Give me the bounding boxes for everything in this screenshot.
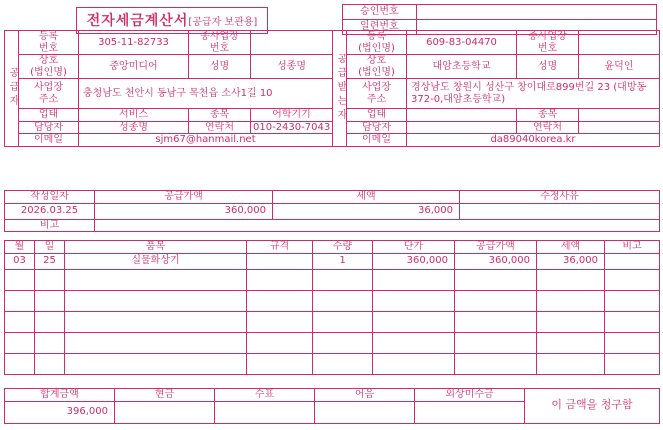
buyer-company-label: 상호 (법인명) [347,55,407,79]
supplier-bizplace-label: 종사업장 번호 [189,31,251,55]
supplier-manager-value[interactable]: 성종명 [79,121,189,134]
item-name[interactable] [65,290,247,311]
write-date-value[interactable]: 2026.03.25 [5,203,95,219]
item-tax-amount[interactable]: 36,000 [537,253,605,269]
item-note[interactable] [605,290,660,311]
buyer-ceo-label: 성명 [517,55,579,79]
item-tax-amount[interactable] [537,269,605,290]
item-supply-amount[interactable] [455,353,537,374]
item-unit-price[interactable]: 360,000 [373,253,455,269]
col-unit-price: 단가 [373,241,455,254]
table-row [5,79,660,109]
col-month: 월 [5,241,35,254]
buyer-address-label: 사업장 주소 [347,79,407,109]
table-row [5,219,660,232]
item-name[interactable] [65,311,247,332]
supply-amount-value[interactable]: 360,000 [95,203,273,219]
buyer-address-value[interactable]: 경상남도 창원시 성산구 창이대로899번길 23 (대방동 372-0,대암초등학교) [407,79,660,109]
totals-section [4,190,659,232]
note-bill-value[interactable] [315,401,415,423]
supplier-regno-label: 등록 번호 [19,31,79,55]
item-qty[interactable] [313,311,373,332]
table-row[interactable] [5,253,660,269]
line-items-table [4,240,660,375]
approval-no-value[interactable] [416,5,656,20]
item-supply-amount[interactable] [455,290,537,311]
item-day[interactable]: 25 [35,253,65,269]
table-row[interactable] [5,269,660,290]
table-row[interactable] [5,332,660,353]
footer-section [4,388,659,424]
check-label: 수표 [215,389,315,402]
amend-reason-value[interactable] [460,203,660,219]
tax-amount-value[interactable]: 36,000 [273,203,460,219]
note-bill-label: 어음 [315,389,415,402]
table-row [5,31,660,55]
item-note[interactable] [605,269,660,290]
table-row [5,121,660,134]
buyer-company-value[interactable]: 대암초등학교 [407,55,517,79]
line-items-section [4,240,659,375]
supplier-biztype-label: 업태 [19,109,79,122]
supplier-phone-value[interactable]: 010-2430-7043 [251,121,333,134]
tax-amount-label: 세액 [273,191,460,204]
cash-value[interactable] [115,401,215,423]
buyer-email-label: 이메일 [347,134,407,147]
buyer-ceo-value[interactable]: 윤덕인 [579,55,660,79]
supplier-phone-label: 연락처 [189,121,251,134]
supplier-item-value[interactable]: 어학기기 [251,109,333,122]
table-row [343,5,657,20]
write-date-label: 작성일자 [5,191,95,204]
item-note[interactable] [605,353,660,374]
item-unit-price[interactable] [373,353,455,374]
item-qty[interactable] [313,290,373,311]
parties-table [4,30,660,147]
item-unit-price[interactable] [373,290,455,311]
item-tax-amount[interactable] [537,332,605,353]
check-value[interactable] [215,401,315,423]
item-name[interactable] [65,353,247,374]
cash-label: 현금 [115,389,215,402]
approval-no-label: 승인번호 [343,5,417,20]
col-supply-amount: 공급가액 [455,241,537,254]
buyer-phone-value[interactable] [579,121,660,134]
buyer-item-label: 종목 [517,109,579,122]
supply-amount-label: 공급가액 [95,191,273,204]
item-spec[interactable] [247,353,313,374]
item-unit-price[interactable] [373,332,455,353]
table-row[interactable] [5,290,660,311]
buyer-bizplace-label: 종사업장 번호 [517,31,579,55]
col-note: 비고 [605,241,660,254]
item-spec[interactable] [247,290,313,311]
col-item-name: 품목 [65,241,247,254]
item-name[interactable] [65,332,247,353]
col-qty: 수량 [313,241,373,254]
buyer-side-label: 공급받는자 [333,31,347,147]
supplier-address-value[interactable]: 충청남도 천안시 동남구 목천읍 소사1길 10 [79,79,333,109]
supplier-manager-label: 담당자 [19,121,79,134]
buyer-biztype-value[interactable] [407,109,517,122]
item-spec[interactable] [247,253,313,269]
supplier-ceo-label: 성명 [189,55,251,79]
note-value[interactable] [95,219,660,232]
item-qty[interactable] [313,332,373,353]
supplier-company-value[interactable]: 중앙미디어 [79,55,189,79]
supplier-ceo-value[interactable]: 성종명 [251,55,333,79]
item-day[interactable] [35,332,65,353]
item-note[interactable] [605,332,660,353]
receivable-label: 외상미수금 [415,389,525,402]
buyer-regno-value[interactable]: 609-83-04470 [407,31,517,55]
supplier-side-label: 공급자 [5,31,19,147]
item-supply-amount[interactable] [455,332,537,353]
buyer-regno-label: 등록 (법인명) [347,31,407,55]
supplier-address-label: 사업장 주소 [19,79,79,109]
item-name[interactable] [65,269,247,290]
item-day[interactable] [35,353,65,374]
item-month[interactable]: 03 [5,253,35,269]
item-spec[interactable] [247,332,313,353]
buyer-item-value[interactable] [579,109,660,122]
table-row [5,203,660,219]
buyer-bizplace-value[interactable] [579,31,660,55]
item-unit-price[interactable] [373,311,455,332]
page-title: 전자세금계산서[공급자 보관용] [76,7,269,34]
item-month[interactable] [5,353,35,374]
table-row[interactable] [5,311,660,332]
item-note[interactable] [605,311,660,332]
parties-section [4,30,659,147]
item-name[interactable]: 실물화상기 [65,253,247,269]
table-row [5,191,660,204]
col-spec: 규격 [247,241,313,254]
item-spec[interactable] [247,269,313,290]
total-amount-label: 합계금액 [5,389,115,402]
item-tax-amount[interactable] [537,353,605,374]
item-supply-amount[interactable]: 360,000 [455,253,537,269]
document-title-sub: [공급자 보관용] [188,17,258,28]
item-day[interactable] [35,311,65,332]
supplier-item-label: 종목 [189,109,251,122]
buyer-email-value[interactable]: da89040korea.kr [407,134,660,147]
item-spec[interactable] [247,311,313,332]
item-tax-amount[interactable] [537,290,605,311]
table-row [5,134,660,147]
col-day: 일 [35,241,65,254]
supplier-bizplace-value[interactable] [251,31,333,55]
item-day[interactable] [35,290,65,311]
item-qty[interactable] [313,353,373,374]
table-row [5,109,660,122]
item-unit-price[interactable] [373,269,455,290]
supplier-regno-value[interactable]: 305-11-82733 [79,31,189,55]
item-supply-amount[interactable] [455,311,537,332]
item-tax-amount[interactable] [537,311,605,332]
item-month[interactable] [5,269,35,290]
col-tax-amount: 세액 [537,241,605,254]
footer-table [4,388,660,424]
buyer-biztype-label: 업태 [347,109,407,122]
buyer-manager-value[interactable] [407,121,517,134]
item-note[interactable] [605,253,660,269]
supplier-biztype-value[interactable]: 서비스 [79,109,189,122]
amend-reason-label: 수정사유 [460,191,660,204]
item-month[interactable] [5,290,35,311]
item-month[interactable] [5,311,35,332]
table-row[interactable] [5,353,660,374]
table-header-row [5,241,660,254]
supplier-company-label: 상호 (법인명) [19,55,79,79]
buyer-phone-label: 연락처 [517,121,579,134]
item-day[interactable] [35,269,65,290]
total-amount-value[interactable]: 396,000 [5,401,115,423]
receivable-value[interactable] [415,401,525,423]
item-supply-amount[interactable] [455,269,537,290]
note-label: 비고 [5,219,95,232]
serial-no-label: 일련번호 [343,20,417,35]
supplier-email-label: 이메일 [19,134,79,147]
claim-text: 이 금액을 청구함 [525,389,660,424]
supplier-email-value[interactable]: sjm67@hanmail.net [79,134,333,147]
table-row [5,55,660,79]
buyer-manager-label: 담당자 [347,121,407,134]
table-header-row [5,389,660,402]
totals-table [4,190,660,232]
item-qty[interactable] [313,269,373,290]
item-month[interactable] [5,332,35,353]
item-qty[interactable]: 1 [313,253,373,269]
